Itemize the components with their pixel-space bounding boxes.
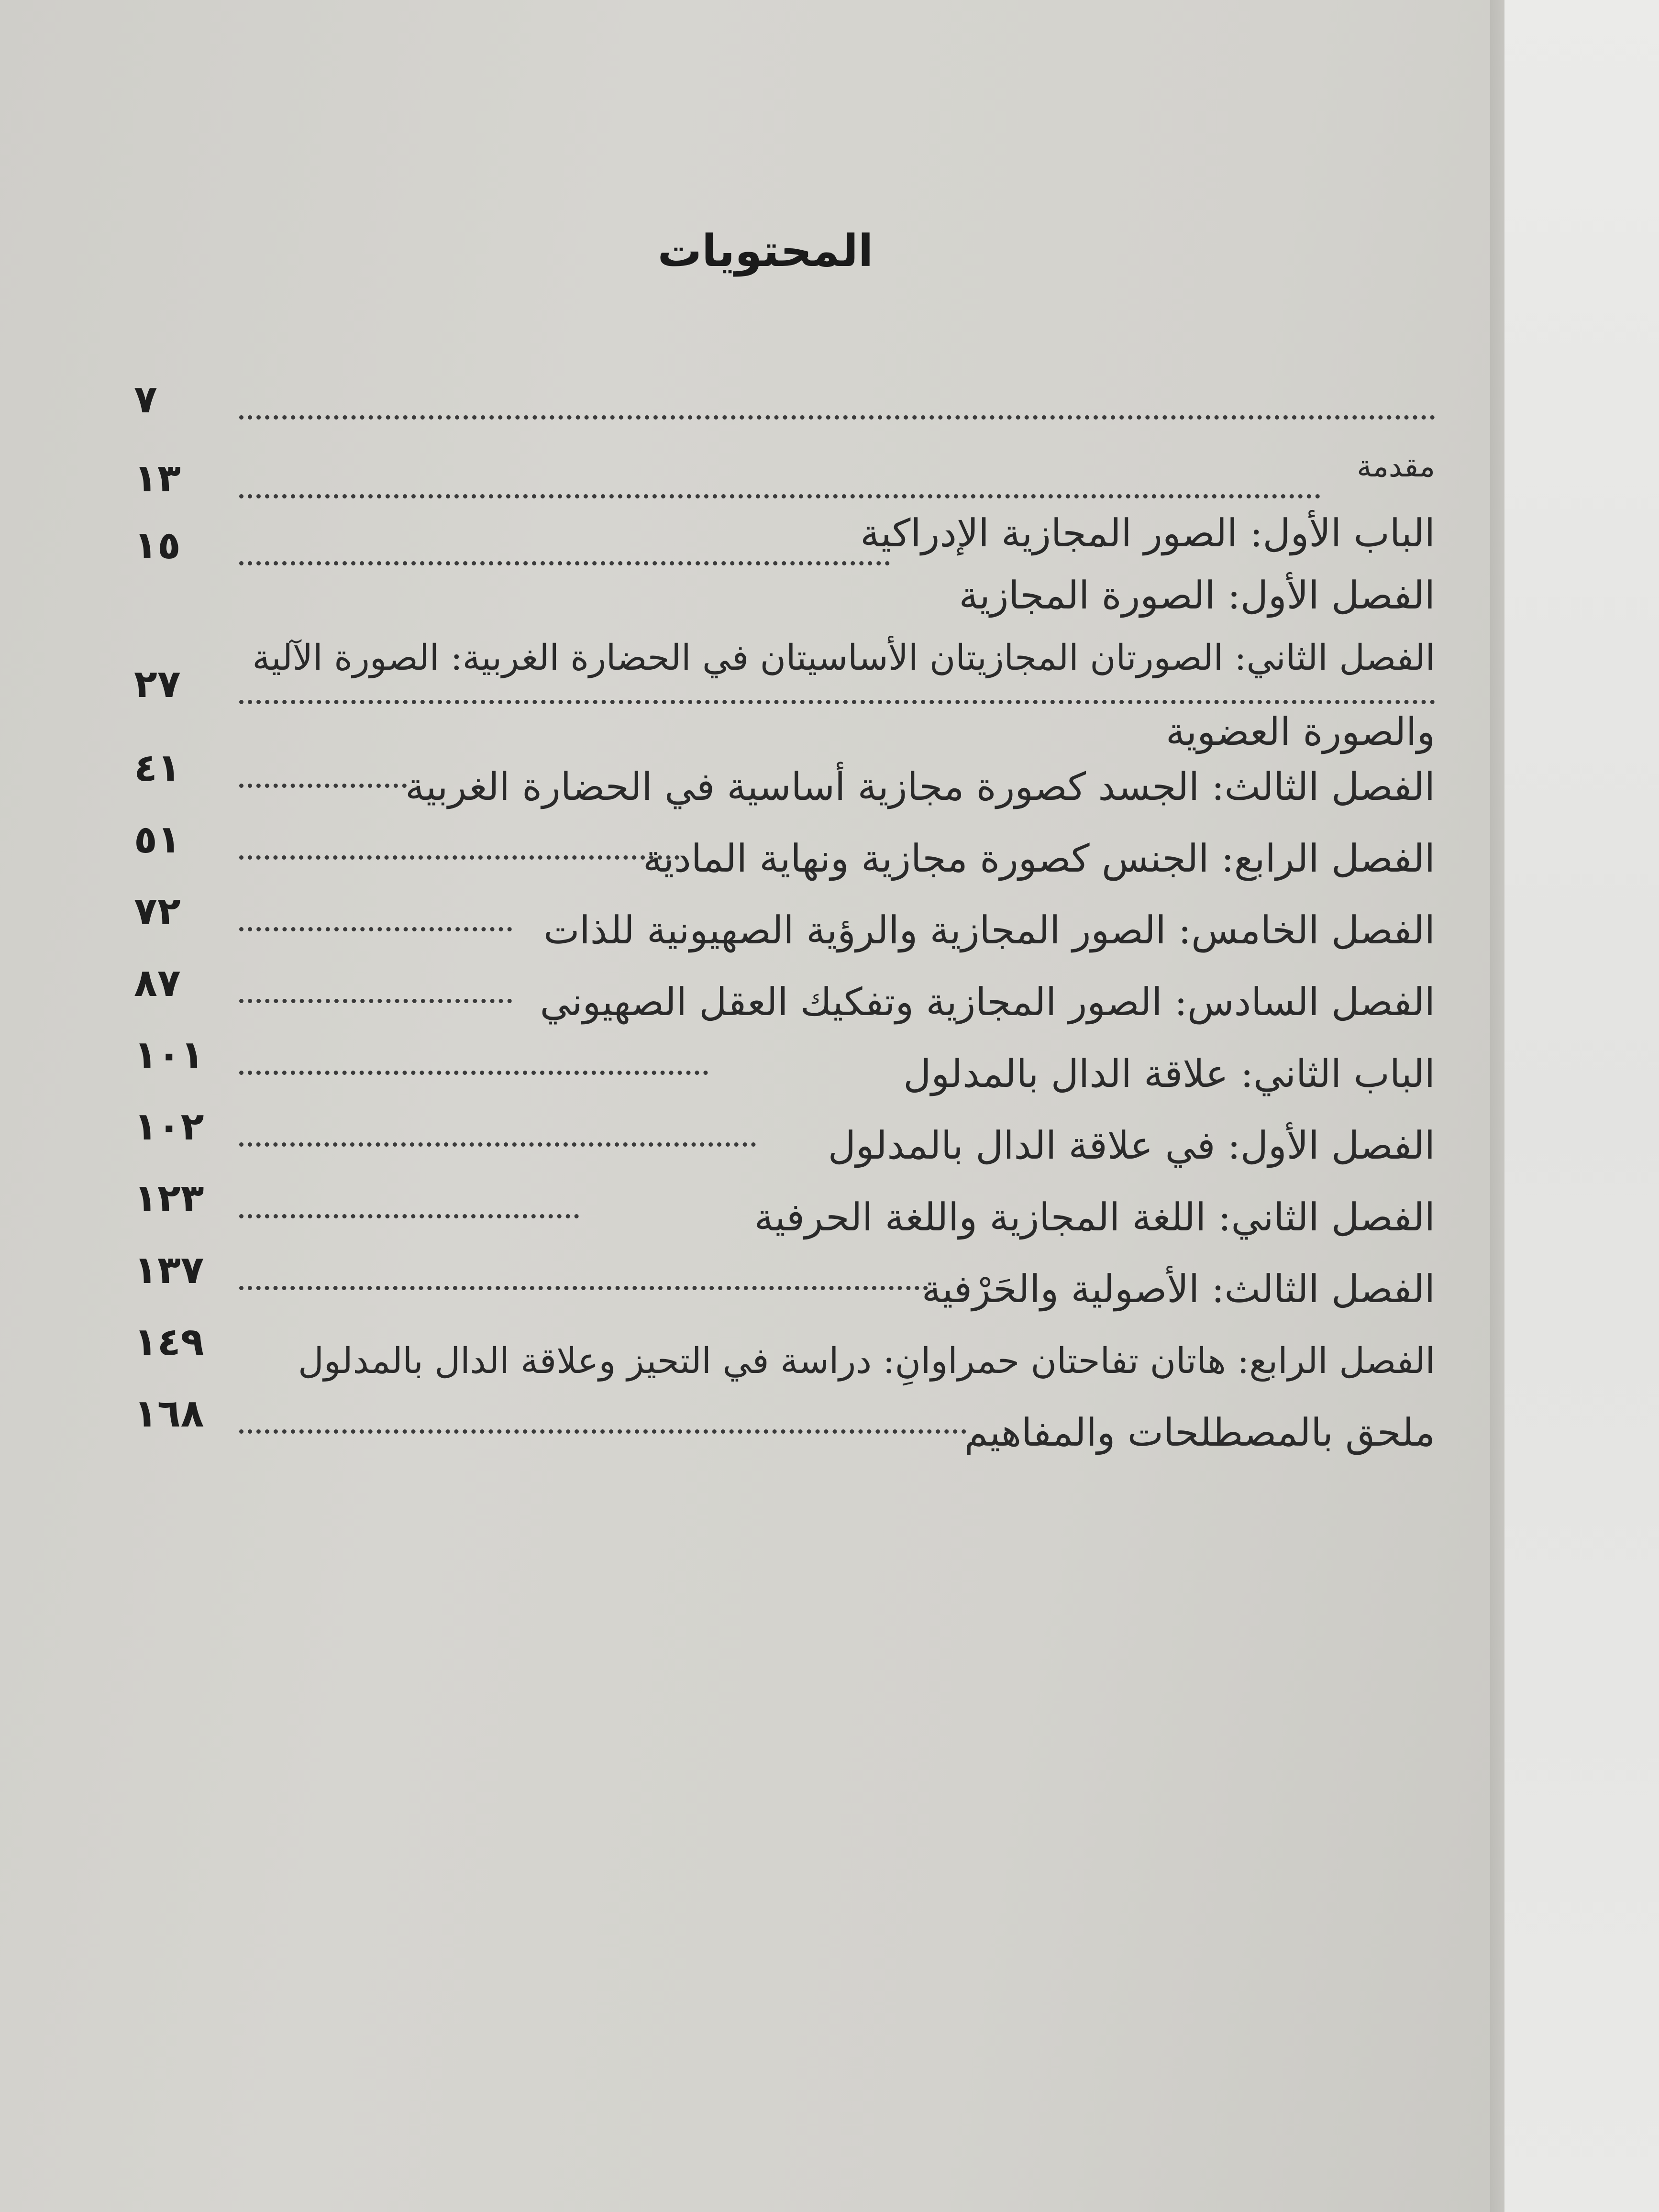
page-number: ٤١ (134, 745, 181, 790)
toc-entry (129, 947, 1435, 1024)
page-number: ١٤٩ (134, 1319, 204, 1364)
toc-entry (129, 1091, 1435, 1168)
toc-entry (129, 732, 1435, 809)
page-number: ٥١ (134, 817, 181, 862)
entry-title: الفصل الثاني: اللغة المجازية واللغة الحرفية (754, 1195, 1435, 1239)
toc-entry (129, 1162, 1435, 1239)
dot-leader (239, 1091, 756, 1162)
entry-title-continuation: والصورة العضوية (1166, 709, 1435, 754)
toc-entry (129, 1306, 1435, 1382)
page-title: المحتويات (657, 225, 874, 276)
page-number: ١٦٨ (134, 1391, 204, 1436)
entry-title: مقدمة (1357, 449, 1435, 484)
entry-title: الفصل الأول: في علاقة الدال بالمدلول (828, 1123, 1435, 1168)
page-edge (1490, 0, 1504, 2212)
entry-title: الباب الأول: الصور المجازية الإدراكية (860, 511, 1435, 555)
page-number: ١٢٣ (134, 1176, 204, 1220)
page-number: ٧ (134, 377, 157, 421)
dot-leader (239, 804, 679, 875)
page-number: ١٣ (134, 456, 181, 500)
entry-title: الفصل الأول: الصورة المجازية (959, 573, 1435, 618)
toc-entry (129, 804, 1435, 881)
entry-title: ملحق بالمصطلحات والمفاهيم (964, 1410, 1435, 1455)
entry-title: الفصل الثالث: الجسد كصورة مجازية أساسية في الحضارة الغربية (405, 764, 1435, 809)
dot-leader (239, 1162, 579, 1234)
entry-title: الفصل الثالث: الأصولية والحَرْفية (921, 1267, 1435, 1311)
entry-title: الباب الثاني: علاقة الدال بالمدلول (903, 1051, 1435, 1096)
entry-title: الفصل الرابع: الجنس كصورة مجازية ونهاية المادية (642, 836, 1435, 881)
entry-title: الفصل الخامس: الصور المجازية والرؤية الصهيونية للذات (543, 908, 1435, 952)
dot-leader (239, 1234, 928, 1306)
page-number: ١٥ (134, 523, 181, 567)
dot-leader (239, 947, 512, 1019)
background-surface (1504, 0, 1659, 2212)
toc-entry (129, 1378, 1435, 1455)
dot-leader (239, 875, 512, 947)
toc-entry-label-row (129, 560, 1435, 631)
entry-title: الفصل الثاني: الصورتان المجازيتان الأساسيتان في الحضارة الغربية: الصورة الآلية (252, 637, 1435, 678)
toc-entry (129, 875, 1435, 952)
page-number: ٧٢ (134, 889, 181, 933)
dot-leader (239, 1378, 966, 1449)
dot-leader (239, 1019, 708, 1091)
dot-leader (239, 364, 1435, 435)
page-number: ٢٧ (134, 662, 181, 706)
entry-title: الفصل السادس: الصور المجازية وتفكيك العقل الصهيوني (540, 980, 1435, 1024)
toc-entry (129, 1019, 1435, 1096)
toc-entry (129, 364, 1435, 435)
page-number: ١٠٢ (134, 1104, 204, 1149)
dot-leader (239, 732, 407, 804)
toc-entry (129, 1234, 1435, 1311)
page-number: ٨٧ (134, 961, 181, 1005)
page-number: ١٣٧ (134, 1248, 204, 1292)
entry-title: الفصل الرابع: هاتان تفاحتان حمراوانِ: دراسة في التحيز وعلاقة الدال بالمدلول (298, 1340, 1435, 1382)
page-number: ١٠١ (134, 1032, 204, 1077)
